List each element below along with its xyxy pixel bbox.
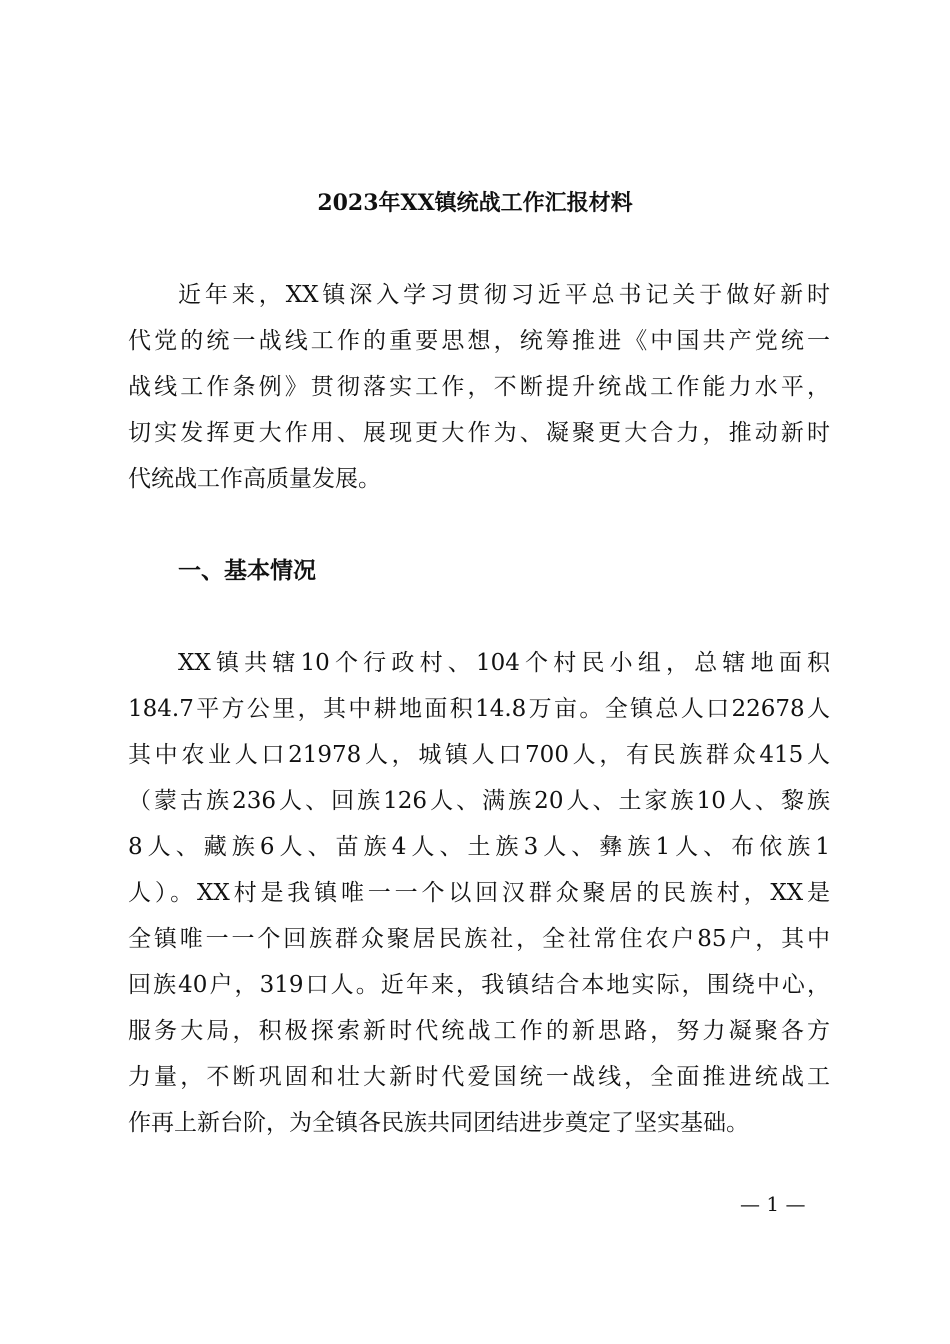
text-line: 战线工作条例》贯彻落实工作，不断提升统战工作能力水平， [128,374,830,400]
text-line: 切实发挥更大作用、展现更大作为、凝聚更大合力，推动新时 [128,420,830,446]
basic-info-paragraph [128,640,830,1146]
text-line: 184.7平方公里，其中耕地面积14.8万亩。全镇总人口22678人 [128,696,830,722]
text-line: 8人、藏族6人、苗族4人、土族3人、彝族1人、布依族1 [128,834,830,860]
text-line: 服务大局，积极探索新时代统战工作的新思路，努力凝聚各方 [128,1018,830,1044]
text-line: 回族40户，319口人。近年来，我镇结合本地实际，围绕中心， [128,972,830,998]
text-line: 作再上新台阶，为全镇各民族共同团结进步奠定了坚实基础。 [128,1110,749,1136]
text-line: 代党的统一战线工作的重要思想，统筹推进《中国共产党统一 [128,328,830,354]
document-title: 2023年XX镇统战工作汇报材料 [317,190,633,216]
section-heading: 一、基本情况 [178,558,316,584]
text-line: 人）。XX村是我镇唯一一个以回汉群众聚居的民族村，XX是 [128,880,830,906]
text-line: 代统战工作高质量发展。 [128,466,381,492]
text-line: （蒙古族236人、回族126人、满族20人、土家族10人、黎族 [128,788,830,814]
intro-paragraph [128,272,830,502]
text-line: 近年来，XX镇深入学习贯彻习近平总书记关于做好新时 [178,282,830,308]
text-line: 力量，不断巩固和壮大新时代爱国统一战线，全面推进统战工 [128,1064,830,1090]
text-line: XX镇共辖10个行政村、104个村民小组，总辖地面积 [178,650,830,676]
text-line: 其中农业人口21978人，城镇人口700人，有民族群众415人 [128,742,830,768]
text-line: 全镇唯一一个回族群众聚居民族社，全社常住农户85户，其中 [128,926,830,952]
page-number: — 1 — [740,1192,806,1216]
